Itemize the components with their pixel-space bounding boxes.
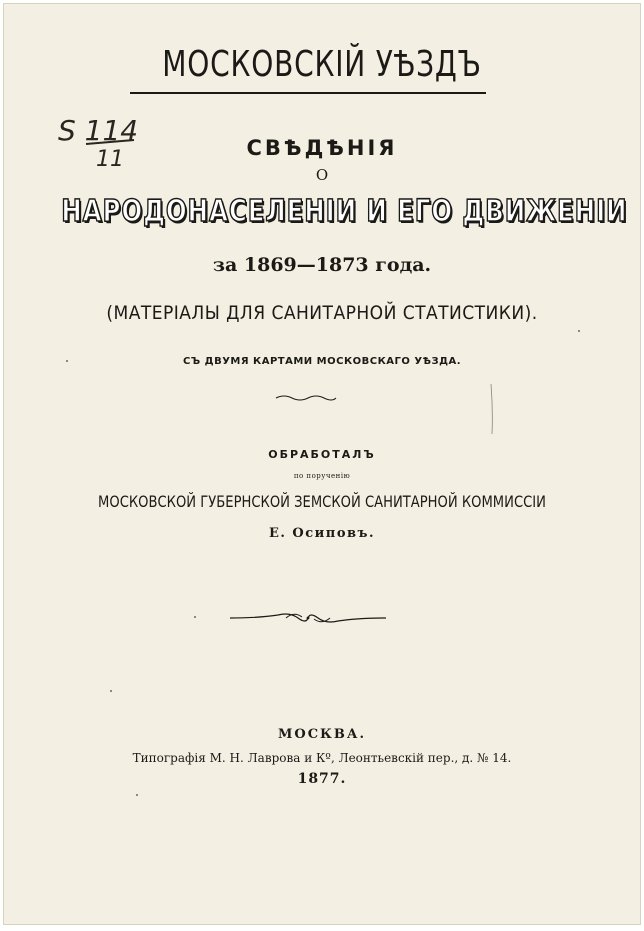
main-title: НАРОДОНАСЕЛЕНІИ И ЕГО ДВИЖЕНІИ (61, 194, 628, 229)
processed-by-label: ОБРАБОТАЛЪ (268, 448, 376, 461)
svedenia-heading: СВѢДѢНІЯ (246, 136, 398, 160)
on-commission-label: по порученію (293, 472, 351, 480)
shelfmark-line1: S 114 (58, 114, 139, 147)
small-ornament-rule (274, 393, 338, 403)
publication-year: 1877. (297, 771, 347, 787)
paper-speck (110, 690, 112, 692)
maps-note: СЪ ДВУМЯ КАРТАМИ МОСКОВСКАГО УѢЗДА. (182, 356, 462, 367)
commission-name: МОСКОВСКОЙ ГУБЕРНСКОЙ ЗЕМСКОЙ САНИТАРНОЙ КОММИССІИ (98, 492, 546, 511)
city-name: МОСКВА. (278, 727, 366, 742)
author-name: Е. Осиповъ. (268, 526, 376, 541)
flourish-ornament (228, 607, 388, 629)
paper-speck (194, 616, 196, 618)
shelfmark-line2: 11 (96, 147, 124, 172)
heading-rule (130, 92, 486, 94)
county-heading: МОСКОВСКІЙ УѢЗДЪ (162, 44, 482, 85)
printer-line: Типографія М. Н. Лаврова и Кº, Леонтьевскій пер., д. № 14. (132, 751, 512, 765)
paper-crease (490, 384, 494, 434)
title-page (3, 3, 641, 925)
materials-subtitle: (МАТЕРІАЛЫ ДЛЯ САНИТАРНОЙ СТАТИСТИКИ). (106, 302, 538, 324)
years-line: за 1869—1873 года. (212, 254, 432, 276)
preposition-o: О (315, 166, 329, 184)
paper-speck (66, 360, 68, 362)
paper-speck (136, 794, 138, 796)
paper-speck (578, 330, 580, 332)
